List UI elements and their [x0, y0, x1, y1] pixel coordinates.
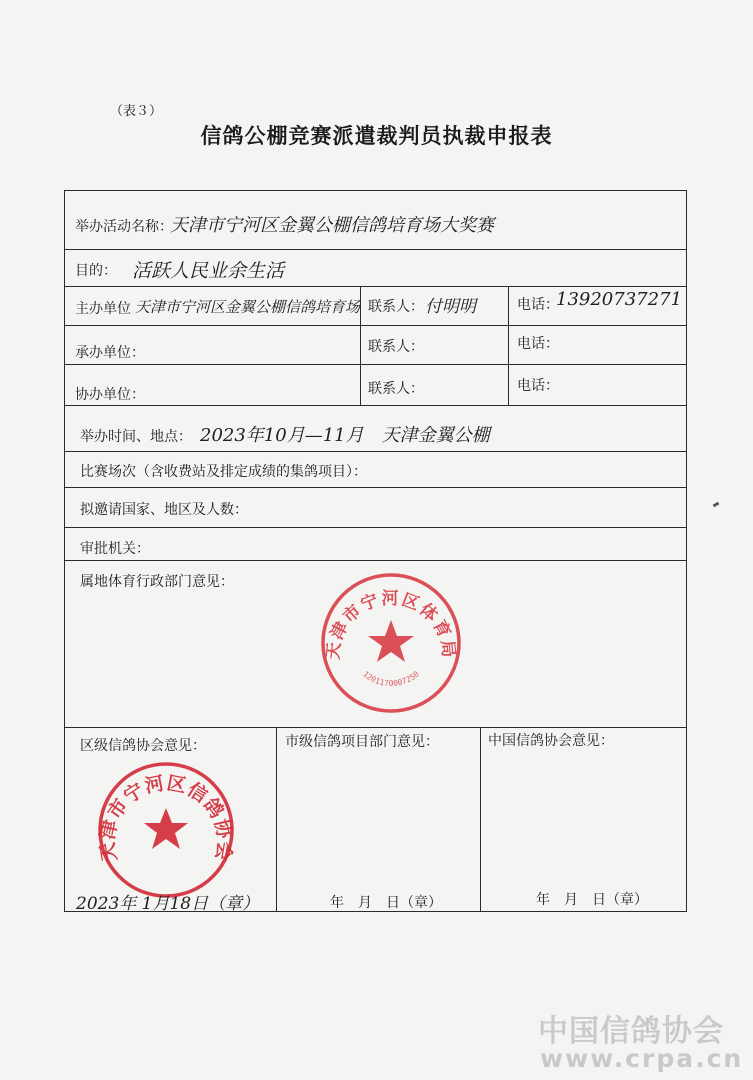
event-name-value: 天津市宁河区金翼公棚信鸽培育场大奖赛: [170, 215, 494, 236]
time-place-value: 2023年10月—11月 天津金翼公棚: [200, 425, 490, 446]
row-divider: [64, 405, 687, 406]
svg-text:1201170007250: [361, 669, 421, 688]
co-organizer-contact-label: 联系人：: [368, 381, 424, 397]
national-opinion-date: 年 月 日（章）: [536, 892, 648, 908]
col-divider: [276, 727, 277, 912]
organizer-phone-label: 电话：: [517, 336, 559, 352]
host-phone-value: 13920737271: [556, 289, 682, 310]
host-value: 天津市宁河区金翼公棚信鸽培育场: [135, 298, 361, 316]
district-opinion-label: 区级信鸽协会意见：: [80, 738, 206, 754]
host-contact-value: 付明明: [425, 297, 476, 317]
col-divider: [480, 727, 481, 912]
row-divider: [64, 249, 687, 250]
col-divider: [360, 286, 361, 405]
host-contact-label: 联系人：: [368, 299, 424, 315]
host-label: 主办单位: [75, 301, 131, 317]
col-divider: [508, 286, 509, 405]
sports-bureau-stamp-number: 1201170007250: [361, 669, 421, 689]
races-label: 比赛场次（含收费站及排定成绩的集鸽项目）：: [80, 464, 367, 480]
purpose-value: 活跃人民业余生活: [132, 260, 285, 282]
row-divider: [64, 727, 687, 728]
row-divider: [64, 286, 687, 287]
invited-label: 拟邀请国家、地区及人数：: [80, 502, 248, 518]
row-divider: [64, 325, 687, 326]
event-name-label: 举办活动名称：: [75, 219, 173, 235]
sports-bureau-stamp: [318, 570, 464, 716]
national-opinion-label: 中国信鸽协会意见：: [488, 733, 614, 749]
host-phone-label: 电话：: [517, 297, 559, 313]
row-divider: [64, 560, 687, 561]
watermark-url: www.crpa.cn: [540, 1044, 744, 1073]
city-opinion-label: 市级信鸽项目部门意见：: [285, 734, 439, 750]
time-place-label: 举办时间、地点：: [80, 429, 192, 445]
co-organizer-phone-label: 电话：: [517, 378, 559, 394]
organizer-label: 承办单位：: [75, 345, 145, 361]
form-number: （表３）: [110, 104, 163, 119]
pigeon-association-stamp-text: 天津市宁河区信鸽协会: [96, 772, 236, 864]
sports-bureau-label: 属地体育行政部门意见：: [80, 574, 234, 590]
row-divider: [64, 364, 687, 365]
co-organizer-label: 协办单位：: [75, 387, 145, 403]
pigeon-association-stamp: [96, 760, 236, 900]
approval-label: 审批机关：: [80, 541, 150, 557]
row-divider: [64, 487, 687, 488]
form-title: 信鸽公棚竞赛派遣裁判员执裁申报表: [200, 124, 553, 148]
city-opinion-date: 年 月 日（章）: [330, 895, 442, 911]
sports-bureau-stamp-text: 天津市宁河区体育局: [323, 588, 459, 661]
organizer-contact-label: 联系人：: [368, 339, 424, 355]
purpose-label: 目的：: [75, 263, 117, 279]
watermark-name: 中国信鸽协会: [538, 1014, 724, 1049]
district-opinion-date: 2023年 1月18日（章）: [76, 894, 260, 914]
row-divider: [64, 527, 687, 528]
row-divider: [64, 451, 687, 452]
pen-mark: [713, 502, 720, 508]
